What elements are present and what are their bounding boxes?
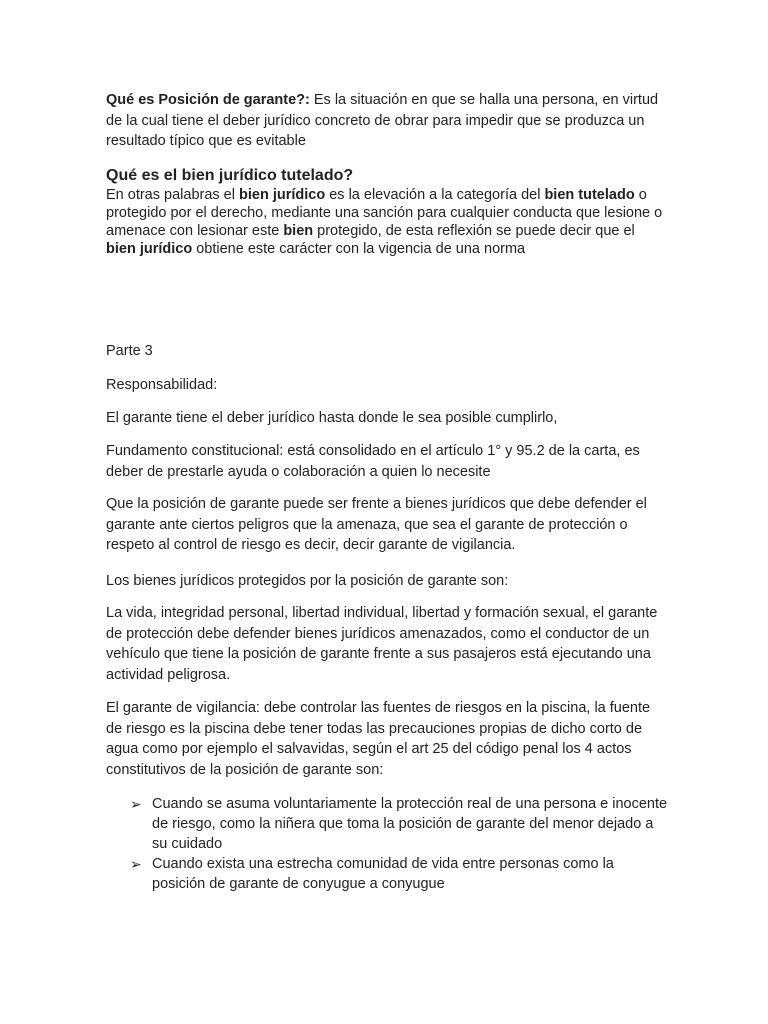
text-run: es la elevación a la categoría del bbox=[325, 187, 545, 203]
text-run: protegido, de esta reflexión se puede decir que el bbox=[313, 223, 635, 239]
responsabilidad-label: Responsabilidad: bbox=[106, 377, 218, 393]
list-item-text: Cuando se asuma voluntariamente la protección real de una persona e inocente de riesgo, como la niñera que toma la posición de garante del menor dejado a su cuidado bbox=[152, 796, 668, 852]
arrow-bullet-icon: ➢ bbox=[130, 796, 142, 812]
part-label: Parte 3 bbox=[106, 343, 153, 359]
bold-term: bien jurídico bbox=[106, 241, 193, 257]
paragraph-vida: La vida, integridad personal, libertad individual, libertad y formación sexual, el garante de protección debe defender bienes jurídicos amenazados, como el conductor de un vehículo que tiene la posición de garante frente a sus pasajeros está ejecutando una actividad peligrosa. bbox=[106, 605, 658, 683]
text-run: obtiene este carácter con la vigencia de una norma bbox=[192, 241, 526, 257]
section-paragraph bbox=[106, 186, 666, 258]
paragraph-deber: El garante tiene el deber jurídico hasta donde le sea posible cumplirlo, bbox=[106, 410, 558, 426]
paragraph-fundamento: Fundamento constitucional: está consolidado en el artículo 1° y 95.2 de la carta, es deber de prestarle ayuda o colaboración a quien lo necesite bbox=[106, 443, 640, 480]
paragraph-vigilancia: El garante de vigilancia: debe controlar las fuentes de riesgos en la piscina, la fuente de riesgo es la piscina debe tener todas las precauciones propias de dicho corto de agua como por ejemplo el salvavidas, según el art 25 del código penal los 4 actos constitutivos de la posición de garante son: bbox=[106, 700, 651, 778]
bold-term: bien tutelado bbox=[544, 187, 635, 203]
paragraph-posicion: Que la posición de garante puede ser frente a bienes jurídicos que debe defender el garante ante ciertos peligros que la amenaza, que sea el garante de protección o respeto al control de riesgo es decir, decir garante de vigilancia. bbox=[106, 496, 647, 554]
bold-term: bien bbox=[283, 223, 314, 239]
list-item bbox=[130, 854, 670, 894]
text-run: o protegido por el derecho, mediante una sanción para cualquier conducta que lesione o amenace con lesionar este bbox=[106, 187, 663, 239]
bold-term: bien jurídico bbox=[239, 187, 326, 203]
section-bien-juridico bbox=[106, 166, 666, 258]
text-run: En otras palabras el bbox=[106, 187, 239, 203]
section-heading: Qué es el bien jurídico tutelado? bbox=[106, 167, 354, 184]
definition-posicion-garante bbox=[106, 90, 666, 152]
list-item-text: Cuando exista una estrecha comunidad de vida entre personas como la posición de garante de conyugue a conyugue bbox=[152, 856, 614, 892]
arrow-bullet-icon: ➢ bbox=[130, 856, 142, 872]
paragraph-bienes: Los bienes jurídicos protegidos por la posición de garante son: bbox=[106, 573, 509, 589]
definition-text: Es la situación en que se halla una persona, en virtud de la cual tiene el deber jurídico concreto de obrar para impedir que se produzca un resultado típico que es evitable bbox=[106, 92, 659, 150]
bullet-list bbox=[130, 794, 670, 894]
list-item bbox=[130, 794, 670, 854]
question-label: Qué es Posición de garante?: bbox=[106, 92, 310, 108]
